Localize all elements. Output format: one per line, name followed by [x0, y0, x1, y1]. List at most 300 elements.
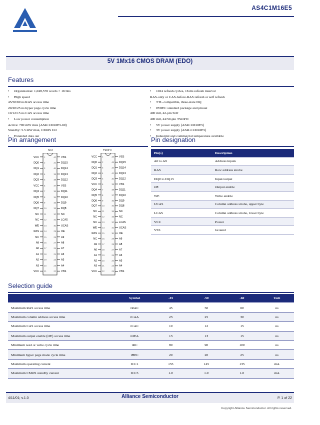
pin-label: UCAS	[119, 226, 127, 230]
pin-number: 32	[111, 222, 114, 225]
pin-number: 8	[102, 194, 104, 197]
pin-label: A5	[61, 258, 65, 262]
pin-label: DQ7	[33, 207, 39, 211]
pin-label: NC	[35, 235, 39, 239]
pin-number: 20	[44, 265, 47, 268]
pin-name-cell: RAS	[151, 166, 212, 175]
pin-number: 22	[53, 271, 56, 274]
pin-designation-row	[151, 174, 294, 183]
pin-label: A4	[119, 264, 123, 268]
pin-number: 3	[44, 168, 46, 171]
pin-number: 38	[111, 189, 114, 192]
features-rule	[8, 86, 294, 87]
pin-label: WE	[92, 226, 97, 230]
selection-guide-rule	[8, 292, 294, 293]
pin-label: RAS	[91, 231, 97, 235]
pin-label: RAS	[33, 230, 39, 234]
feature-text: JEDEC standard package and pinout	[156, 105, 208, 110]
pin-number: 18	[102, 249, 105, 252]
pin-label: A1	[35, 252, 39, 256]
feature-text: 3V power supply (AS4LC1M16E5)	[156, 128, 207, 133]
pin-arrangement-diagram	[8, 153, 150, 277]
bullet-icon: •	[150, 100, 152, 105]
pin-number: 15	[102, 232, 105, 235]
pin-number: 14	[102, 227, 105, 230]
selection-guide-row	[8, 331, 294, 340]
pin-label: DQ6	[91, 199, 97, 203]
pin-number: 8	[44, 196, 46, 199]
footer-copyright: Copyright Alliance Semiconductor. All rights reserved.	[220, 406, 292, 410]
bullet-icon: •	[8, 116, 10, 121]
pin-number: 10	[102, 205, 105, 208]
pin-number: 34	[111, 211, 114, 214]
footer-page: P. 1 of 22	[277, 396, 292, 400]
pin-name-cell: WE	[151, 191, 212, 200]
pin-label: A3	[35, 264, 39, 268]
pin-number: 42	[111, 167, 114, 170]
pin-name-cell: UCAS	[151, 200, 212, 209]
tsop-label: TSOP II	[103, 149, 112, 152]
pin-number: 2	[44, 162, 46, 165]
pin-description-cell: Address inputs	[212, 157, 294, 166]
pin-number: 17	[102, 243, 105, 246]
pin-number: 44	[111, 156, 114, 159]
pin-label: DQ12	[119, 177, 126, 181]
pin-number: 12	[102, 216, 105, 219]
pin-label: NC	[119, 210, 123, 214]
pin-name-cell: DQ0 to DQ15	[151, 174, 212, 183]
pin-number: 4	[102, 172, 104, 175]
pin-number: 7	[44, 191, 46, 194]
pin-description-cell: Output enable	[212, 183, 294, 192]
parameter-cell: Maximum operating current	[8, 359, 116, 368]
value-cell: 15	[224, 322, 260, 331]
pin-label: DQ5	[91, 193, 97, 197]
part-number: AS4C1M16E5	[251, 6, 292, 12]
pin-number: 35	[111, 205, 114, 208]
pin-number: 33	[111, 216, 114, 219]
pin-designation-row	[151, 166, 294, 175]
pin-number: 24	[111, 265, 114, 268]
pin-label: A9	[93, 242, 97, 246]
pin-label: A9	[61, 235, 65, 239]
symbol-cell: tCAC	[116, 322, 153, 331]
pin-label: DQ11	[61, 190, 68, 194]
pin-label: A1	[93, 253, 97, 257]
pin-designation-row	[151, 226, 294, 235]
selection-guide-table	[8, 294, 294, 379]
value-cell: ns	[260, 303, 294, 312]
pin-label: DQ7	[91, 204, 97, 208]
pin-arrangement-rule	[8, 146, 148, 147]
selection-guide-title: Selection guide	[8, 283, 53, 290]
selection-guide-row	[8, 369, 294, 378]
pin-number: 29	[111, 238, 114, 241]
pin-designation-row	[151, 149, 294, 157]
pin-label: A5	[119, 259, 123, 263]
pin-label: NC	[61, 212, 65, 216]
feature-text: 10/12/15 ns CAS access time	[8, 111, 50, 116]
pin-label: DQ11	[119, 188, 126, 192]
pin-label: VSS	[61, 184, 67, 188]
pin-number: 9	[102, 200, 104, 203]
pin-label: DQ9	[119, 199, 125, 203]
feature-text: Industrial and commercial temperature available	[156, 133, 224, 138]
pin-number: 9	[44, 202, 46, 205]
feature-text: 1024 refresh cycles, 16 ms refresh interval	[156, 89, 216, 93]
pin-number: 39	[111, 183, 114, 186]
feature-text: Standby: 5.5 mW max, CMOS I/O	[8, 128, 57, 133]
value-cell: 135	[224, 359, 260, 368]
pin-designation-row	[151, 200, 294, 209]
pin-label: DQ5	[33, 195, 39, 199]
pin-label: VCC	[91, 182, 97, 186]
pin-number: 32	[53, 213, 56, 216]
symbol-cell: ICC1	[116, 359, 153, 368]
pin-label: DQ10	[119, 193, 126, 197]
pin-number: 25	[53, 253, 56, 256]
pin-number: 33	[53, 208, 56, 211]
pin-label: A8	[119, 242, 123, 246]
pin-label: DQ0	[91, 161, 97, 165]
pin-label: NC	[93, 237, 97, 241]
pin-label: A9	[35, 241, 39, 245]
value-cell: 10	[153, 322, 189, 331]
pin-label: VCC	[91, 270, 97, 274]
pin-number: 25	[111, 260, 114, 263]
feature-text: TTL-compatible, three-state DQ	[156, 100, 202, 105]
pin-label: VSS	[61, 270, 67, 274]
pin-label: A4	[61, 264, 65, 268]
pin-label: WE	[34, 224, 39, 228]
pin-number: 42	[53, 156, 56, 159]
parameter-cell: Maximum CAS access time	[8, 322, 116, 331]
feature-text: 20/20/25 ns hyper page cycle time	[8, 105, 57, 110]
value-cell: 23	[153, 312, 189, 321]
feature-text: RAS-only or CAS-before-RAS refresh or self refresh	[150, 94, 225, 99]
pin-name-cell: VCC	[151, 217, 212, 226]
pin-label: A2	[35, 258, 39, 262]
bullet-icon: •	[8, 89, 10, 93]
pin-number: 31	[53, 219, 56, 222]
feature-text: 45/50/60 ns RAS access time	[8, 100, 50, 105]
pin-label: DQ0	[33, 161, 39, 165]
pin-number: 22	[102, 271, 105, 274]
value-cell: ns	[260, 322, 294, 331]
selection-guide-row	[8, 322, 294, 331]
pin-designation-row	[151, 157, 294, 166]
value-cell: 25	[189, 312, 225, 321]
value-cell: 60	[224, 303, 260, 312]
pin-label: NC	[93, 215, 97, 219]
value-cell: 13	[153, 331, 189, 340]
feature-text: 5V power supply (AS4C1M16E5)	[156, 122, 205, 127]
pin-number: 26	[111, 254, 114, 257]
pin-label: NC	[35, 218, 39, 222]
pin-label: DQ12	[61, 178, 68, 182]
pin-number: 12	[44, 219, 47, 222]
pin-label: DQ15	[119, 161, 126, 165]
pin-number: 34	[53, 202, 56, 205]
value-cell: 12	[189, 322, 225, 331]
pin-label: DQ2	[33, 172, 39, 176]
pin-number: 5	[44, 179, 46, 182]
pin-label: DQ14	[119, 166, 126, 170]
feature-text: Active: 790 mW max (AS4C1M16E5-60)	[8, 122, 67, 127]
pin-label: DQ3	[91, 177, 97, 181]
pin-label: A6	[119, 253, 123, 257]
pin-name-cell: Pin(s)	[151, 149, 212, 157]
parameter-cell: Maximum RAS access time	[8, 303, 116, 312]
pin-number: 30	[111, 232, 114, 235]
value-cell: 13	[189, 331, 225, 340]
value-cell: 100	[224, 340, 260, 349]
pin-number: 16	[102, 238, 105, 241]
pin-label: OE	[61, 230, 65, 234]
soj-chip	[34, 153, 69, 275]
alliance-triangle-logo-icon	[10, 6, 40, 36]
bullet-icon: •	[8, 133, 10, 138]
pin-label: A0	[35, 247, 39, 251]
bullet-icon: •	[150, 105, 152, 110]
value-cell: 145	[189, 359, 225, 368]
value-cell: mA	[260, 359, 294, 368]
pin-description-cell: Row address strobe	[212, 166, 294, 175]
pin-label: LCAS	[61, 218, 68, 222]
symbol-cell: tOEA	[116, 331, 153, 340]
pin-number: 5	[102, 178, 104, 181]
pin-label: NC	[93, 210, 97, 214]
pin-label: A9	[119, 237, 123, 241]
feature-text: Extended data out	[14, 133, 40, 138]
pin-number: 21	[102, 265, 105, 268]
pin-number: 27	[53, 242, 56, 245]
selection-guide-header-cell	[8, 294, 116, 303]
pin-number: 28	[111, 243, 114, 246]
footer-company: Alliance Semiconductor	[121, 394, 179, 400]
pin-number: 1	[102, 156, 104, 159]
pin-number: 23	[53, 265, 56, 268]
selection-guide-header-cell: Unit	[260, 294, 294, 303]
value-cell: 20	[189, 350, 225, 359]
pin-number: 19	[44, 259, 47, 262]
pin-label: DQ15	[61, 161, 68, 165]
pin-description-cell: Input/output	[212, 174, 294, 183]
pin-number: 37	[111, 194, 114, 197]
pin-label: DQ8	[61, 207, 67, 211]
pin-number: 18	[44, 253, 47, 256]
pin-number: 41	[111, 172, 114, 175]
pin-designation-rule	[151, 146, 294, 147]
selection-guide-row	[8, 359, 294, 368]
pin-label: A2	[93, 259, 97, 263]
pin-label: NC	[35, 212, 39, 216]
symbol-cell: tRC	[116, 340, 153, 349]
features-title: Features	[8, 77, 34, 84]
parameter-cell: Minimum hyper page mode cycle time	[8, 350, 116, 359]
feature-text: Organization: 1,048,576 words × 16 bits	[14, 89, 71, 93]
pin-number: 4	[44, 173, 46, 176]
value-cell: 90	[189, 340, 225, 349]
pin-label: DQ13	[119, 171, 126, 175]
pin-designation-row	[151, 209, 294, 218]
pin-name-cell: A0 to A9	[151, 157, 212, 166]
value-cell: ns	[260, 312, 294, 321]
value-cell: 20	[153, 350, 189, 359]
pin-name-cell: VSS	[151, 226, 212, 235]
value-cell: 30	[224, 312, 260, 321]
pin-label: OE	[119, 231, 123, 235]
pin-label: DQ14	[61, 167, 68, 171]
feature-text: High speed	[14, 94, 30, 99]
pin-label: VCC	[33, 155, 39, 159]
pin-label: UCAS	[61, 224, 69, 228]
feature-text: 400 mil, 42-pin SOJ	[150, 111, 179, 116]
pin-label: DQ1	[33, 167, 39, 171]
pin-description-cell: Column address strobe, upper byte	[212, 200, 294, 209]
footer-date: 4/11/01; v.1.0	[8, 396, 29, 400]
pin-label: VSS	[119, 182, 125, 186]
pin-label: DQ4	[91, 188, 97, 192]
pin-designation-table	[151, 149, 294, 235]
pin-number: 17	[44, 248, 47, 251]
pin-number: 13	[102, 222, 105, 225]
bullet-icon: •	[150, 133, 152, 138]
features-left-list	[8, 89, 148, 139]
pin-number: 38	[53, 179, 56, 182]
selection-guide-header-cell: -60	[224, 294, 260, 303]
pin-description-cell: Ground	[212, 226, 294, 235]
pin-number: 24	[53, 259, 56, 262]
pin-number: 11	[44, 213, 47, 216]
pin-number: 10	[44, 208, 47, 211]
pin-number: 26	[53, 248, 56, 251]
pin-number: 6	[44, 185, 46, 188]
pin-label: NC	[93, 221, 97, 225]
value-cell: 155	[153, 359, 189, 368]
soj-label: SOJ	[48, 149, 53, 152]
selection-guide-row	[8, 350, 294, 359]
pin-number: 36	[111, 200, 114, 203]
selection-guide-row	[8, 340, 294, 349]
pin-number: 11	[102, 211, 105, 214]
pin-number: 40	[53, 168, 56, 171]
symbol-cell: ICC5	[116, 369, 153, 378]
pin-number: 3	[102, 167, 104, 170]
value-cell: 1.0	[153, 369, 189, 378]
value-cell: 80	[153, 340, 189, 349]
pin-description-cell: Description	[212, 149, 294, 157]
parameter-cell: Maximum output enable (OE) access time	[8, 331, 116, 340]
pin-label: DQ6	[33, 201, 39, 205]
value-cell: 25	[224, 350, 260, 359]
value-cell: mA	[260, 369, 294, 378]
pin-description-cell: Column address strobe, lower byte	[212, 209, 294, 218]
subtitle: 5V 1Mx16 CMOS DRAM (EDO)	[107, 59, 193, 65]
selection-guide-row	[8, 303, 294, 312]
pin-designation-row	[151, 191, 294, 200]
pin-label: VCC	[33, 270, 39, 274]
symbol-cell: tHPC	[116, 350, 153, 359]
pin-number: 13	[44, 225, 47, 228]
bullet-icon: •	[150, 89, 152, 93]
pin-number: 23	[111, 271, 114, 274]
pin-label: VSS	[119, 270, 125, 274]
pin-label: DQ13	[61, 172, 68, 176]
pin-number: 19	[102, 254, 105, 257]
parameter-cell: Maximum CMOS standby current	[8, 369, 116, 378]
pin-label: DQ10	[61, 195, 68, 199]
parameter-cell: Maximum column address access time	[8, 312, 116, 321]
symbol-cell: tCAA	[116, 312, 153, 321]
pin-label: A8	[61, 241, 65, 245]
pin-label: A0	[93, 248, 97, 252]
value-cell: 1.0	[224, 369, 260, 378]
pin-label: DQ3	[33, 178, 39, 182]
value-cell: ns	[260, 340, 294, 349]
pin-label: A7	[119, 248, 123, 252]
pin-arrangement-title: Pin arrangement	[8, 137, 57, 144]
pin-number: 2	[102, 162, 104, 165]
pin-designation-title: Pin designation	[151, 137, 196, 144]
pin-number: 1	[44, 156, 46, 159]
pin-label: DQ2	[91, 171, 97, 175]
pin-number: 14	[44, 231, 47, 234]
feature-text: 400 mil, 44/50-pin TSOP II	[150, 116, 189, 121]
bullet-icon: •	[150, 128, 152, 133]
pin-number: 35	[53, 196, 56, 199]
pin-label: DQ8	[119, 204, 125, 208]
pin-designation-row	[151, 217, 294, 226]
pin-name-cell: LCAS	[151, 209, 212, 218]
pin-label: VCC	[33, 184, 39, 188]
pin-number: 20	[102, 260, 105, 263]
value-cell: 50	[189, 303, 225, 312]
bullet-icon: •	[150, 122, 152, 127]
pin-number: 39	[53, 173, 56, 176]
selection-guide-header-cell: Symbol	[116, 294, 153, 303]
selection-guide-row	[8, 312, 294, 321]
pin-number: 43	[111, 162, 114, 165]
pin-label: VSS	[61, 155, 67, 159]
pin-number: 30	[53, 225, 56, 228]
pin-label: VSS	[119, 155, 125, 159]
pin-number: 15	[44, 236, 47, 239]
pin-label: DQ4	[33, 190, 39, 194]
pin-label: LCAS	[119, 221, 126, 225]
bullet-icon: •	[8, 94, 10, 99]
feature-text: Low power consumption	[14, 116, 49, 121]
value-cell: ns	[260, 350, 294, 359]
pin-number: 28	[53, 236, 56, 239]
pin-name-cell: OE	[151, 183, 212, 192]
symbol-cell: tRAC	[116, 303, 153, 312]
header-rule	[118, 16, 294, 17]
pin-number: 31	[111, 227, 114, 230]
pin-label: A7	[61, 247, 65, 251]
selection-guide-header-cell: -45	[153, 294, 189, 303]
pin-label: A3	[93, 264, 97, 268]
value-cell: 1.0	[189, 369, 225, 378]
value-cell: ns	[260, 331, 294, 340]
value-cell: 45	[153, 303, 189, 312]
pin-number: 37	[53, 185, 56, 188]
selection-guide-header-cell: -50	[189, 294, 225, 303]
features-right-list	[150, 89, 295, 139]
pin-label: A6	[61, 252, 65, 256]
value-cell: 15	[224, 331, 260, 340]
pin-designation-row	[151, 183, 294, 192]
